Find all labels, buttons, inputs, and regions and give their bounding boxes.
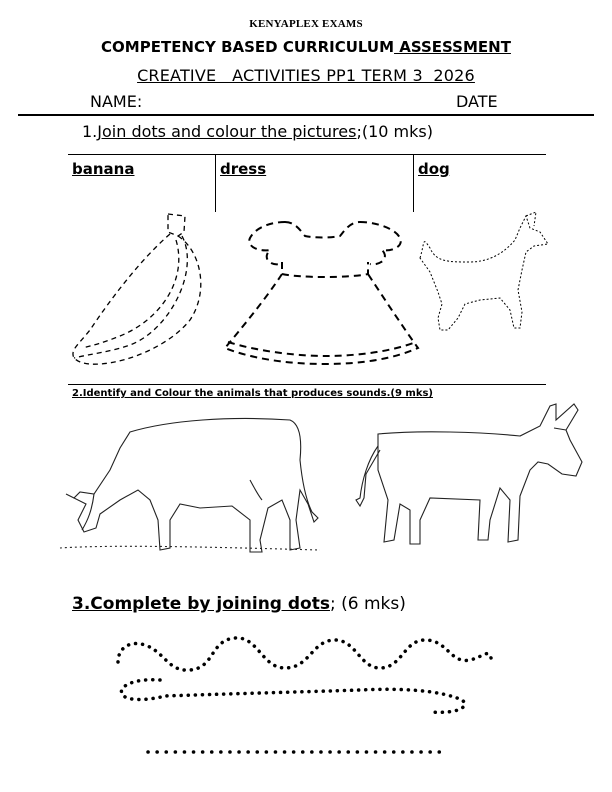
column-label-dress: dress xyxy=(220,160,267,178)
question-1-number: 1. xyxy=(82,122,98,141)
question-3-text: 3.Complete by joining dots xyxy=(72,594,330,614)
date-label: DATE xyxy=(456,92,498,111)
name-label: NAME: xyxy=(90,92,143,111)
spiral-dot-line[interactable] xyxy=(121,680,464,713)
question-2: 2.Identify and Colour the animals that produces sounds.(9 mks) xyxy=(72,388,433,399)
question-1-marks: ;(10 mks) xyxy=(356,122,433,141)
exam-title-suffix: ASSESSMENT xyxy=(394,38,511,56)
wavy-dot-line[interactable] xyxy=(118,638,492,670)
question-1-text: Join dots and colour the pictures xyxy=(97,122,357,141)
column-label-banana: banana xyxy=(72,160,135,178)
exam-title-prefix: COMPETENCY BASED CURRICULUM xyxy=(101,38,395,56)
exam-subtitle: CREATIVE ACTIVITIES PP1 TERM 3 2026 xyxy=(137,66,475,85)
column-label-dog: dog xyxy=(418,160,450,178)
school-name: KENYAPLEX EXAMS xyxy=(249,18,363,30)
question-3-marks: ; (6 mks) xyxy=(329,594,406,614)
